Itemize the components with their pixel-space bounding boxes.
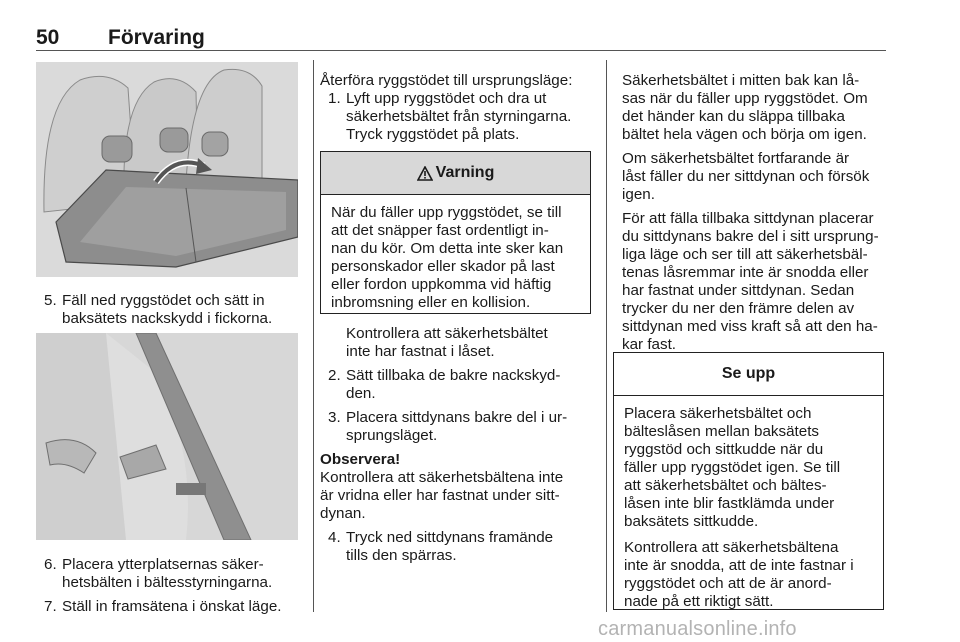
caution-title: Se upp xyxy=(721,365,776,382)
step-4: 4. Tryck ned sittdynans framände tills den spärras. xyxy=(328,529,554,564)
step-3: 3. Placera sittdynans bakre del i ur- sprungsläget. xyxy=(328,409,568,444)
warning-icon xyxy=(417,166,433,181)
seat-belt-guide-figure xyxy=(36,333,298,540)
paragraph-belt-locked: Om säkerhetsbältet fortfarande är låst fäller du ner sittdynan och försök igen. xyxy=(622,150,870,203)
caution-box xyxy=(613,352,884,610)
warning-text: När du fäller upp ryggstödet, se till att det snäpper fast ordentligt in- nan du kör. Om detta inte sker kan personskador eller skador på last eller fordon uppkomma vid häftig inbromsning eller en kollision. xyxy=(331,204,564,311)
page-number: 50 xyxy=(36,26,60,49)
column-divider-left xyxy=(313,60,314,612)
paragraph-center-belt: Säkerhetsbältet i mitten bak kan lå- sas när du fäller upp ryggstödet. Om det händer kan du släppa tillbaka bältet hela vägen och börja om igen. xyxy=(622,72,868,143)
rear-seat-folded-figure xyxy=(36,62,298,277)
paragraph-fold-cushion: För att fälla tillbaka sittdynan placerar du sittdynans bakre del i sitt ursprung- liga läge och ser till att säkerhetsbäl- tenas låsremmar inte är snodda eller har fastnat under sittdynan. Sedan trycker du ner den främre delen av sittdynan med viss kraft så att den ha- kar fast. xyxy=(622,210,879,353)
page-header xyxy=(36,26,886,52)
caution-header xyxy=(614,353,883,396)
seat-belt-illustration xyxy=(36,333,298,540)
column-2-top xyxy=(320,72,600,144)
caution-text: Placera säkerhetsbältet och bälteslåsen mellan baksätets ryggstöd och sittkudde när du fäller upp ryggstödet igen. Se till att säkerhetsbältet och bältes- låsen inte blir fastklämda under baksätets sittkudde. Kontrollera att säkerhetsbältena inte är snodda, att de inte fastnar i ryggstödet och att de är anord- nade på ett riktigt sätt. xyxy=(624,405,854,610)
header-rule xyxy=(36,50,886,51)
column-1-steps-6-7 xyxy=(36,556,306,616)
warning-box xyxy=(320,151,591,314)
step-2: 2. Sätt tillbaka de bakre nackskyd- den. xyxy=(328,367,561,402)
watermark: carmanualsonline.info xyxy=(598,618,797,640)
step-1: 1. Lyft upp ryggstödet och dra ut säkerhetsbältet från styrningarna. Tryck ryggstödet på plats. xyxy=(328,90,572,143)
column-divider-right xyxy=(606,60,607,612)
note-title: Observera! xyxy=(320,451,401,468)
warning-title: Varning xyxy=(435,164,495,181)
column-2-bottom xyxy=(320,325,600,565)
check-belt-text: Kontrollera att säkerhetsbältet inte har fastnat i låset. xyxy=(346,325,548,360)
column-1-step-5 xyxy=(36,292,306,328)
column-3-text xyxy=(622,72,890,354)
restore-intro: Återföra ryggstödet till ursprungsläge: xyxy=(320,72,573,89)
note-block: Observera! Kontrollera att säkerhetsbältena inte är vridna eller har fastnat under sitt- dynan. xyxy=(320,451,600,523)
section-title: Förvaring xyxy=(108,26,205,49)
warning-header xyxy=(321,152,590,195)
step-7: 7. Ställ in framsätena i önskat läge. xyxy=(44,598,282,615)
rear-seat-illustration xyxy=(36,62,298,277)
step-5: 5. Fäll ned ryggstödet och sätt in baksätets nackskydd i fickorna. xyxy=(44,292,273,327)
step-6: 6. Placera ytterplatsernas säker- hetsbälten i bältesstyrningarna. xyxy=(44,556,273,591)
